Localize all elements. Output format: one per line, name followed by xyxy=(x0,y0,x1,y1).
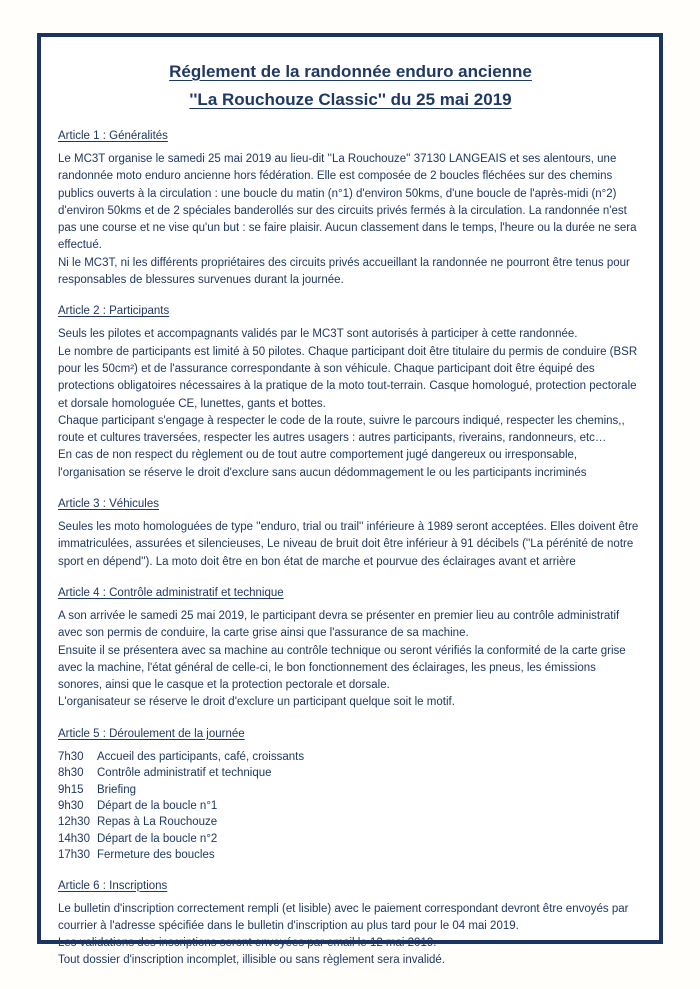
schedule-event: Briefing xyxy=(97,783,136,796)
schedule-event: Accueil des participants, café, croissants xyxy=(97,750,305,763)
article-1-generalites xyxy=(58,128,643,289)
article-3-paragraph-1: Seules les moto homologuées de type ''enduro, trial ou trail'' inférieure à 1989 seront acceptées. Elles doivent être immatriculées, assurées et silencieuses, Le niveau de bruit doit être inférieur à 91 décibels (''La pérénité de notre sport en dépend''). La moto doit être en bon état de marche et pourvue des éclairages avant et arrière xyxy=(58,521,639,568)
article-2-paragraph-2: Le nombre de participants est limité à 50 pilotes. Chaque participant doit être titulaire du permis de conduire (BSR pour les 50cm²) et de l'assurance correspondante à son véhicule. Chaque participant doit être équipé des protections obligatoires nécessaires à la pratique de la moto tout-terrain. Casque homologué, protection pectorale et dorsale homologuée CE, lunettes, gants et bottes. xyxy=(58,345,638,410)
article-1-paragraph-2: Ni le MC3T, ni les différents propriétaires des circuits privés accueillant la randonnée ne pourront être tenus pour responsables de blessures survenues durant la journée. xyxy=(58,256,630,287)
schedule-time: 14h30 xyxy=(58,832,90,845)
article-4-paragraph-3: L'organisateur se réserve le droit d'exclure un participant quelque soit le motif. xyxy=(58,696,455,709)
schedule-row xyxy=(58,814,643,830)
schedule-row xyxy=(58,831,643,847)
schedule-time: 17h30 xyxy=(58,849,90,862)
article-1-paragraph-1: Le MC3T organise le samedi 25 mai 2019 au lieu-dit ''La Rouchouze'' 37130 LANGEAIS et ses alentours, une randonnée moto enduro ancienne hors fédération. Elle est composée de 2 boucles fléchées sur des chemins publics ouverts à la circulation : une boucle du matin (n°1) d'environ 50kms, d'une boucle de l'après-midi (n°2) d'environ 50kms et de 2 spéciales banderollés sur des circuits privés fermés à la circulation. La randonnée n'est pas une course et ne vise qu'un but : se faire plaisir. Aucun classement dans le temps, l'heure ou la durée ne sera effectué. xyxy=(58,153,637,252)
schedule-time: 9h15 xyxy=(58,783,84,796)
article-5-heading: Article 5 : Déroulement de la journée xyxy=(58,727,245,740)
schedule-event: Départ de la boucle n°2 xyxy=(97,832,218,845)
article-6-paragraph-3: Tout dossier d'inscription incomplet, illisible ou sans règlement sera invalidé. xyxy=(58,954,445,967)
schedule-row xyxy=(58,847,643,863)
schedule-time: 9h30 xyxy=(58,799,84,812)
schedule-time: 7h30 xyxy=(58,750,84,763)
article-2-paragraph-1: Seuls les pilotes et accompagnants validés par le MC3T sont autorisés à participer à cette randonnée. xyxy=(58,328,578,341)
article-6-paragraph-1: Le bulletin d'inscription correctement rempli (et lisible) avec le paiement correspondant devront être envoyés par courrier à l'adresse spécifiée dans le bulletin d'inscription au plus tard pour le 04 mai 2019. xyxy=(58,902,629,932)
article-2-heading: Article 2 : Participants xyxy=(58,305,170,318)
document-border xyxy=(37,33,663,967)
schedule-event: Départ de la boucle n°1 xyxy=(97,799,218,812)
article-2-paragraph-4: En cas de non respect du règlement ou de tout autre comportement jugé dangereux ou irresponsable, l'organisation se réserve le droit d'exclure sans aucun dédommagement le ou les participants incriminés xyxy=(58,449,587,479)
article-2-participants xyxy=(58,303,643,482)
article-3-heading: Article 3 : Véhicules xyxy=(58,498,159,511)
document-title xyxy=(58,58,643,114)
schedule-row xyxy=(58,749,643,765)
article-6-paragraph-2: Les validations des inscriptions seront envoyées par email le 12 mai 2019. xyxy=(58,937,437,950)
schedule-row xyxy=(58,765,643,781)
schedule-event: Contrôle administratif et technique xyxy=(97,767,272,780)
schedule-list xyxy=(58,749,643,864)
document-title-line1: Réglement de la randonnée enduro ancienne xyxy=(169,62,532,81)
article-4-paragraph-2: Ensuite il se présentera avec sa machine au contrôle technique ou seront vérifiés la conformité de la carte grise avec la machine, l'état général de celle-ci, le bon fonctionnement des éclairages, les pneus, les émissions sonores, ainsi que le casque et la protection pectorale et dorsale. xyxy=(58,644,626,692)
article-4-heading: Article 4 : Contrôle administratif et technique xyxy=(58,586,284,599)
article-3-vehicules xyxy=(58,496,643,571)
article-1-heading: Article 1 : Généralités xyxy=(58,130,168,142)
schedule-time: 8h30 xyxy=(58,767,84,780)
article-6-inscriptions xyxy=(58,878,643,970)
article-5-deroulement xyxy=(58,726,643,864)
article-4-controle xyxy=(58,585,643,712)
schedule-event: Repas à La Rouchouze xyxy=(97,816,218,829)
document-title-line2: ''La Rouchouze Classic'' du 25 mai 2019 xyxy=(189,90,512,109)
article-2-paragraph-3: Chaque participant s'engage à respecter le code de la route, suivre le parcours indiqué, respecter les chemins,, route et cultures traversées, respecter les autres usagers : autres participants, riverains, randonneurs, etc… xyxy=(58,414,625,445)
schedule-row xyxy=(58,782,643,798)
schedule-event: Fermeture des boucles xyxy=(97,849,215,862)
article-6-heading: Article 6 : Inscriptions xyxy=(58,879,168,892)
schedule-row xyxy=(58,798,643,814)
schedule-time: 12h30 xyxy=(58,816,90,829)
article-4-paragraph-1: A son arrivée le samedi 25 mai 2019, le participant devra se présenter en premier lieu au contrôle administratif avec son permis de conduire, la carte grise ainsi que l'assurance de sa machine. xyxy=(58,609,620,640)
